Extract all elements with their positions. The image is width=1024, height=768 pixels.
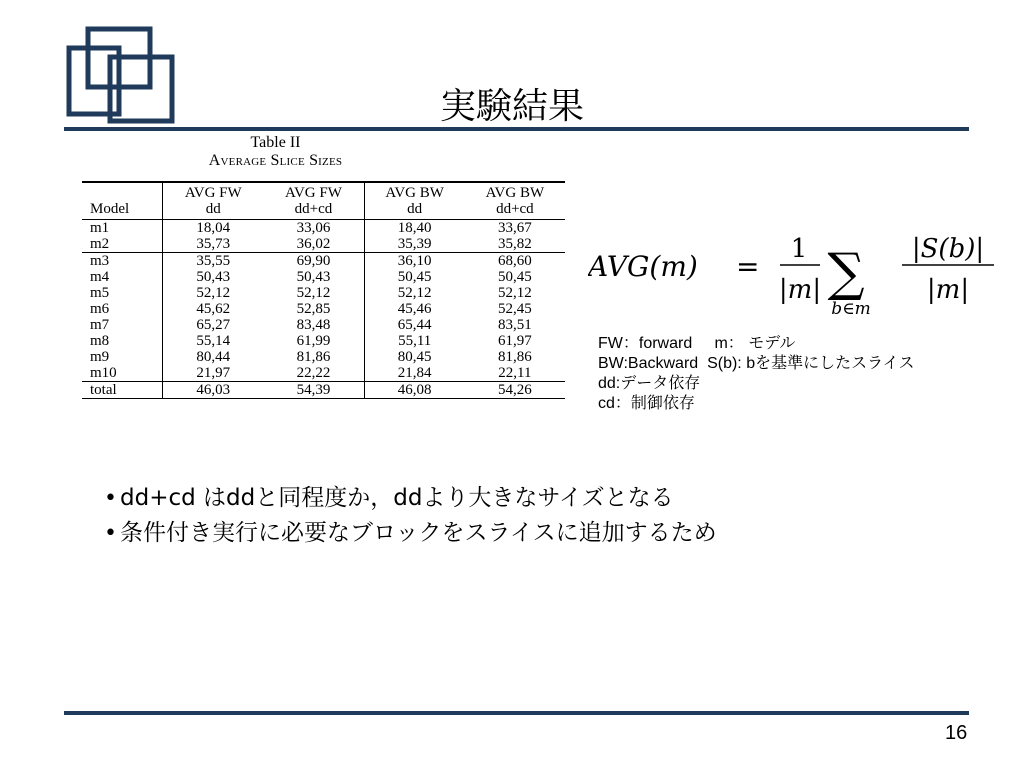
value-cell: 69,90	[263, 253, 364, 270]
frac1-denominator: |m|	[778, 275, 822, 305]
value-cell: 50,45	[498, 269, 532, 285]
value-cell: 50,43	[196, 269, 231, 285]
slide-title: 実験結果	[439, 86, 584, 127]
data-table	[82, 181, 565, 399]
value-cell: 65,27	[196, 317, 231, 333]
legend-line: FW：forward m： モデル	[598, 335, 796, 352]
value-cell: 65,44	[397, 317, 432, 333]
bullet-text: dd+cd はddと同程度か，ddより大きなサイズとなる	[120, 485, 674, 511]
bullet-dot-icon: •	[104, 486, 117, 511]
value-cell: 83,48	[263, 317, 364, 333]
value-cell: 35,73	[196, 236, 231, 252]
sum-symbol: ∑	[827, 243, 865, 303]
value-cell: 36,02	[263, 236, 364, 253]
value-cell: 52,45	[498, 301, 532, 317]
frac1-numerator: 1	[790, 234, 808, 264]
value-cell: 52,12	[397, 285, 432, 301]
header-cell: AVG FW	[184, 185, 242, 201]
frac2-numerator: |S(b)|	[911, 234, 985, 264]
model-cell: m3	[82, 253, 163, 270]
table-total-row	[82, 382, 565, 399]
model-cell: m2	[82, 236, 163, 253]
table-row	[82, 365, 565, 382]
table-row	[82, 333, 565, 349]
value-cell: 54,39	[263, 382, 364, 399]
page-number: 16	[945, 722, 968, 744]
formula-equals: =	[736, 250, 760, 283]
header-cell: dd	[163, 201, 264, 220]
value-cell: 35,39	[397, 236, 432, 252]
value-cell: 33,67	[498, 220, 532, 236]
value-cell: 45,46	[397, 301, 432, 317]
bullet-text: 条件付き実行に必要なブロックをスライスに追加するため	[120, 520, 717, 546]
value-cell: 33,06	[263, 220, 364, 237]
model-cell: m9	[82, 349, 163, 365]
table-caption-text: Average Slice Sizes	[208, 152, 343, 169]
model-cell: m10	[82, 365, 163, 382]
table-caption	[0, 134, 565, 170]
bullet-list	[104, 481, 717, 551]
model-cell: m8	[82, 333, 163, 349]
value-cell: 81,86	[498, 349, 532, 365]
table-row	[82, 253, 565, 270]
value-cell: 21,84	[397, 365, 432, 381]
value-cell: 52,85	[263, 301, 364, 317]
value-cell: 46,03	[163, 382, 264, 399]
table-row	[82, 285, 565, 301]
value-cell: 54,26	[465, 382, 565, 399]
value-cell: 35,55	[163, 253, 264, 270]
value-cell: 81,86	[263, 349, 364, 365]
header-cell: dd+cd	[263, 201, 364, 220]
model-cell: m6	[82, 301, 163, 317]
model-cell: m5	[82, 285, 163, 301]
header-cell: AVG BW	[485, 185, 545, 201]
value-cell: 80,45	[397, 349, 432, 365]
model-cell: total	[82, 382, 163, 399]
value-cell: 22,22	[263, 365, 364, 382]
bullet-item	[104, 516, 717, 551]
value-cell: 55,14	[196, 333, 231, 349]
header-cell: AVG FW	[263, 182, 364, 201]
value-cell: 22,11	[498, 365, 532, 381]
slice-size-table	[82, 134, 565, 399]
table-row	[82, 220, 565, 237]
header-cell: Model	[82, 201, 163, 220]
value-cell: 36,10	[364, 253, 465, 270]
value-cell: 61,99	[263, 333, 364, 349]
value-cell: 52,12	[498, 285, 532, 301]
header-cell	[82, 182, 163, 201]
model-cell: m7	[82, 317, 163, 333]
model-cell: m4	[82, 269, 163, 285]
value-cell: 46,08	[364, 382, 465, 399]
value-cell: 55,11	[398, 333, 432, 349]
table-row	[82, 236, 565, 253]
table-row	[82, 269, 565, 285]
table-header-row-2	[82, 201, 565, 220]
legend-line: dd:データ依存	[598, 375, 701, 392]
value-cell: 52,12	[263, 285, 364, 301]
value-cell: 68,60	[465, 253, 565, 270]
formula-lhs: AVG(m)	[588, 250, 698, 283]
table-row	[82, 317, 565, 333]
table-row	[82, 349, 565, 365]
value-cell: 52,12	[196, 285, 231, 301]
abbreviation-legend	[598, 334, 914, 414]
value-cell: 45,62	[196, 301, 231, 317]
legend-line: cd：制御依存	[598, 395, 695, 412]
title-divider	[64, 127, 969, 131]
footer-divider	[64, 711, 969, 715]
legend-line: BW:Backward S(b): bを基準にしたスライス	[598, 355, 915, 372]
value-cell: 80,44	[196, 349, 231, 365]
table-caption-number: Table II	[250, 134, 301, 151]
value-cell: 83,51	[498, 317, 532, 333]
header-cell: AVG BW	[385, 185, 444, 201]
bullet-item	[104, 481, 717, 516]
table-caption-title	[0, 152, 565, 170]
header-cell: dd+cd	[465, 201, 565, 220]
model-cell: m1	[82, 220, 163, 237]
bullet-dot-icon: •	[104, 521, 117, 546]
value-cell: 35,82	[498, 236, 532, 252]
value-cell: 50,45	[397, 269, 432, 285]
value-cell: 18,40	[397, 220, 432, 236]
table-row	[82, 301, 565, 317]
table-header-row-1	[82, 182, 565, 201]
sum-subscript: b∈m	[831, 299, 871, 319]
value-cell: 21,97	[196, 365, 231, 381]
value-cell: 61,97	[498, 333, 532, 349]
frac2-denominator: |m|	[926, 275, 970, 305]
value-cell: 18,04	[196, 220, 231, 236]
header-cell: dd	[364, 201, 465, 220]
avg-formula	[588, 228, 998, 324]
value-cell: 50,43	[263, 269, 364, 285]
